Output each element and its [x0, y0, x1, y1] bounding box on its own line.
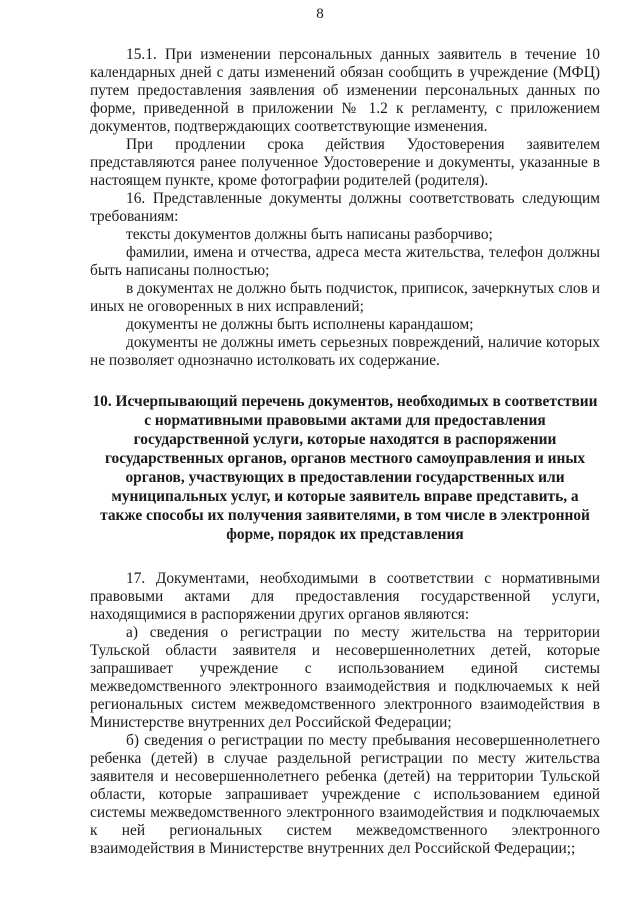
- requirement-no-pencil: документы не должны быть исполнены карандашом;: [126, 316, 474, 333]
- requirement-no-corrections: в документах не должно быть подчисток, приписок, зачеркнутых слов и иных не оговоренных в них исправлений;: [90, 280, 600, 315]
- requirement-full-names: фамилии, имена и отчества, адреса места жительства, телефон должны быть написаны полностью;: [90, 244, 600, 279]
- document-body: [90, 46, 600, 858]
- paragraph-17: 17. Документами, необходимыми в соответствии с нормативными правовыми актами для предоставления государственной услуги, находящимися в распоряжении других органов являются:: [90, 570, 600, 623]
- paragraph-16: 16. Представленные документы должны соответствовать следующим требованиям:: [90, 190, 600, 225]
- paragraph-15-1: 15.1. При изменении персональных данных заявитель в течение 10 календарных дней с даты изменений обязан сообщить в учреждение (МФЦ) путем предоставления заявления об изменении персональных данных по форме, приведенной в приложении № 1.2 к регламенту, с приложением документов, подтверждающих соответствующие изменения.: [90, 46, 600, 135]
- requirement-legible: тексты документов должны быть написаны разборчиво;: [126, 226, 493, 243]
- page-number: 8: [316, 6, 324, 22]
- paragraph-renewal: При продлении срока действия Удостоверения заявителем представляются ранее полученное Удостоверение и документы, указанные в настоящем пункте, кроме фотографии родителей (родителя).: [90, 136, 600, 189]
- paragraph-17-b: б) сведения о регистрации по месту пребывания несовершеннолетнего ребенка (детей) в случае раздельной регистрации по месту жительства заявителя и несовершеннолетнего ребенка (детей) на территории Тульской области, которые запрашивает учреждение с использованием единой системы межведомственного электронного взаимодействия и подключаемых к ней региональных систем межведомственного электронного взаимодействия в Министерстве внутренних дел Российской Федерации;;: [90, 732, 600, 857]
- requirement-no-damage: документы не должны иметь серьезных повреждений, наличие которых не позволяет однозначно истолковать их содержание.: [90, 334, 600, 369]
- paragraph-17-a: а) сведения о регистрации по месту жительства на территории Тульской области заявителя и несовершеннолетних детей, которые запрашивает учреждение с использованием единой системы межведомственного электронного взаимодействия и подключаемых к ней региональных систем межведомственного электронного взаимодействия в Министерстве внутренних дел Российской Федерации;: [90, 624, 600, 731]
- section-heading-10: 10. Исчерпывающий перечень документов, необходимых в соответствии с нормативными правовыми актами для предоставления государственной услуги, которые находятся в распоряжении государственных органов, органов местного самоуправления и иных органов, участвующих в предоставлении государственных или муниципальных услуг, и которые заявитель вправе представить, а также способы их получения заявителями, в том числе в электронной форме, порядок их представления: [92, 393, 598, 543]
